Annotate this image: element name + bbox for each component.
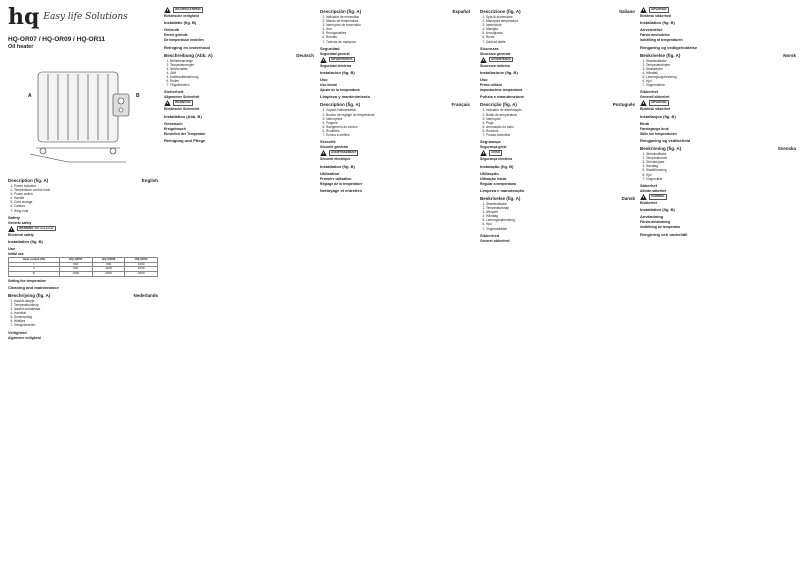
table-cell: 900	[59, 267, 92, 272]
heading: Rengöring och underhåll	[640, 231, 688, 237]
table-header: HQ-OR07	[59, 258, 92, 263]
warning-block	[640, 100, 796, 106]
column-2	[164, 6, 314, 561]
heading: Elektrische Sicherheit	[164, 107, 200, 112]
language-label-de: Deutsch	[296, 52, 314, 58]
list-item: 2. Temperaturknap	[486, 206, 635, 210]
heading: Segurança	[480, 139, 501, 145]
heading: Limpeza e manutenção	[480, 187, 525, 193]
heading: Sikkerhet	[640, 89, 659, 95]
part-title-en: Description (fig. A)	[8, 178, 49, 183]
list-item: 6. Rollen	[170, 79, 314, 83]
warning-label: ADVERTENCIA	[331, 56, 353, 61]
heading: Pulizia e manutenzione	[480, 94, 525, 100]
column-5	[640, 6, 796, 561]
heading: Førstegangs bruk	[640, 126, 669, 131]
part-title-no: Beskrivelse (fig. A)	[640, 52, 681, 58]
list-item: 7. Vleugelmoeren	[14, 323, 158, 327]
list-item: 2. Manopola temperatura	[486, 19, 635, 23]
warning-label: WARNING: Do not cover	[19, 225, 54, 230]
list-item: 1. Spia di accensione	[486, 15, 635, 19]
list-item: 5. Rangement du cordon	[326, 125, 470, 129]
table-cell: 1200	[92, 267, 125, 272]
language-label-sv: Svenska	[777, 146, 796, 152]
heading: Electrical safety	[8, 232, 34, 237]
language-label-da: Dansk	[621, 195, 635, 201]
part-title-de: Beschreibung (Abb. A)	[164, 52, 213, 58]
warning-block	[8, 226, 158, 232]
list-item: 5. Arrumação do cabo	[486, 125, 635, 129]
list-item: 5. Cord storage	[14, 200, 158, 204]
warning-label: AVERTISSEMENT	[331, 150, 357, 155]
list-item: 2. Temperaturregler	[170, 63, 314, 67]
figure-label-b: B	[136, 93, 140, 99]
warning-label: WAARSCHUWING	[175, 7, 201, 11]
list-item: 2. Temperaturratt	[646, 156, 796, 160]
table-cell: II	[9, 267, 60, 272]
list-item: 2. Bouton de réglage de température	[326, 113, 470, 117]
oil-heater-illustration	[8, 54, 158, 174]
list-item: 7. Flügelmuttern	[170, 83, 314, 87]
list-item: 4. Håndtak	[646, 71, 796, 75]
list-item: 6. Wieltjes	[14, 319, 158, 323]
heading: Limpieza y mantenimiento	[320, 94, 371, 100]
list-item: 3. Afbryder	[486, 210, 635, 214]
list-item: 5. Ledningsoppbevaring	[646, 75, 796, 79]
list-item: 4. Maniglia	[486, 27, 635, 31]
list-item: 3. Interruptor	[486, 117, 635, 121]
list-item: 7. Vingemøtrikker	[486, 227, 635, 231]
heading: Sicherheit	[164, 89, 184, 95]
list-item: 3. Strömbrytare	[646, 160, 796, 164]
heading: Inställning av temperatur	[640, 225, 681, 230]
language-label-pt: Português	[612, 102, 635, 108]
table-header: HQ-OR09	[92, 258, 125, 263]
language-label-fr: Français	[451, 102, 470, 108]
heading: Gebruik	[164, 27, 180, 33]
list-item: 1. Power indicator	[14, 184, 158, 188]
heat-output-table	[8, 257, 158, 276]
heading: Indstilling af temperaturen	[640, 38, 683, 43]
heading: Utilização	[480, 170, 499, 176]
language-label-no: Norsk	[783, 52, 796, 58]
heading: Cleaning and maintenance	[8, 284, 59, 290]
list-item: 1. Indicador de alimentação	[486, 108, 635, 112]
column-3	[320, 6, 470, 561]
warning-block	[640, 194, 796, 200]
table-cell: 800	[92, 262, 125, 267]
list-item: 7. Écrous à oreilles	[326, 133, 470, 137]
heading: Sikkerhed	[480, 232, 500, 238]
heading: Première utilisation	[320, 176, 352, 181]
heading: Reinigung und Pflege	[164, 138, 206, 144]
list-item: 1. Voyant d'alimentation	[326, 108, 470, 112]
list-item: 7. Tuercas de mariposa	[326, 40, 470, 44]
table-cell: I	[9, 262, 60, 267]
list-item: 2. Temperatuurknop	[14, 303, 158, 307]
heading: Sécurité	[320, 139, 336, 145]
list-item: 3. Aan/uit-schakelaar	[14, 307, 158, 311]
list-item: 5. Kabelaufbewahrung	[170, 75, 314, 79]
heading: Einstellen der Temperatur	[164, 131, 206, 136]
heading: Säkerhet	[640, 182, 657, 188]
table-row	[9, 272, 158, 277]
table-cell: 1500	[59, 272, 92, 277]
table-cell: III	[9, 272, 60, 277]
list-item: 4. Griff	[170, 71, 314, 75]
list-item: 6. Roulettes	[326, 129, 470, 133]
parts-list-da	[480, 202, 635, 231]
parts-list-pt	[480, 108, 635, 137]
language-label-en: English	[141, 178, 158, 183]
heading: Gebrauch	[164, 120, 183, 126]
heading: Installation (fig. B)	[640, 207, 675, 213]
parts-list-de	[164, 59, 314, 88]
heading: Réglage de la température	[320, 181, 363, 186]
heading: Uso	[320, 77, 328, 83]
list-item: 3. Interruptor de encendido	[326, 23, 470, 27]
heading: Användning	[640, 214, 664, 220]
table-cell: 1500	[125, 267, 158, 272]
warning-icon	[480, 150, 487, 156]
heading: Installation (fig. B)	[8, 239, 43, 245]
list-item: 7. Vingmuttrar	[646, 177, 796, 181]
warning-icon	[640, 100, 647, 106]
heading: Sicurezza elettrica	[480, 63, 510, 68]
heading: Eerste gebruik	[164, 33, 188, 38]
warning-label: VARNING	[651, 193, 665, 198]
table-cell: 600	[59, 262, 92, 267]
part-title-pt: Descrição (fig. A)	[480, 102, 517, 108]
list-item: 3. Power switch	[14, 192, 158, 196]
table-cell: 2000	[92, 272, 125, 277]
list-item: 2. Botão de temperatura	[486, 113, 635, 117]
list-item: 5. Avvolgicavo	[486, 31, 635, 35]
heading: Instalação (fig. B)	[480, 163, 514, 169]
heading: Algemene veiligheid	[8, 335, 41, 340]
heading: Instalación (fig. B)	[320, 70, 355, 76]
list-item: 4. Pega	[486, 121, 635, 125]
model-numbers: HQ-OR07 / HQ-OR09 / HQ-OR11	[8, 36, 106, 43]
heading: Elektrisk sikkerhet	[640, 107, 670, 112]
warning-icon	[640, 7, 647, 13]
heading: Nettoyage et entretien	[320, 187, 363, 193]
warning-block	[480, 150, 635, 156]
heading: Uso	[480, 77, 488, 83]
heading: Elsäkerhet	[640, 200, 658, 205]
list-item: 6. Hjul	[646, 79, 796, 83]
parts-list-en	[8, 184, 158, 213]
parts-list-fr	[320, 108, 470, 137]
heading: General safety	[8, 220, 32, 225]
list-item: 3. Interruttore	[486, 23, 635, 27]
heading: Rengøring og vedligeholdelse	[640, 44, 698, 50]
parts-list-nl	[8, 299, 158, 328]
heading: Generel sikkerhed	[480, 238, 510, 243]
parts-list-es	[320, 15, 470, 44]
warning-label: ADVARSEL	[651, 7, 668, 11]
list-item: 1. Aan/uit-lampje	[14, 299, 158, 303]
heading: Stille inn temperaturen	[640, 131, 677, 136]
heading: Sécurité générale	[320, 145, 349, 150]
heading: Seguridad general	[320, 51, 350, 56]
heading: Allmän säkerhet	[640, 188, 667, 193]
part-title-es: Descripción (fig. A)	[320, 9, 362, 14]
warning-label: AVVERTENZA	[491, 56, 512, 61]
heading: Sécurité électrique	[320, 157, 351, 162]
warning-block	[320, 57, 470, 63]
list-item: 4. Handvat	[14, 311, 158, 315]
language-label-es: Español	[452, 9, 470, 14]
heading: Allgemeine Sicherheit	[164, 95, 200, 100]
brand-logo	[8, 6, 158, 28]
part-title-sv: Beskrivning (fig. A)	[640, 146, 682, 152]
part-title-da: Beskrivelse (fig. A)	[480, 195, 521, 201]
table-header: HQ-OR11	[125, 258, 158, 263]
list-item: 2. Temperaturbryter	[646, 63, 796, 67]
heading: Installation (fig. B)	[640, 20, 675, 26]
list-item: 6. Hjul	[486, 222, 635, 226]
list-item: 6. Castors	[14, 204, 158, 208]
heading: Utilisation	[320, 170, 340, 176]
warning-icon	[320, 150, 327, 156]
heading: Bruk	[640, 120, 650, 126]
heading: Setting the temperature	[8, 278, 47, 283]
warning-block	[164, 7, 314, 13]
product-name: Oil heater	[8, 44, 34, 50]
list-item: 1. Strømindikator	[646, 59, 796, 63]
column-4	[480, 6, 635, 561]
brand-mark: hq	[8, 6, 40, 30]
warning-label: ADVARSEL	[651, 100, 668, 105]
list-item: 1. Betriebsanzeige	[170, 59, 314, 63]
heading: Anvendelse	[640, 27, 663, 33]
warning-block	[164, 100, 314, 106]
warning-label: WARNUNG	[175, 100, 191, 105]
heading: Erstgebrauch	[164, 126, 186, 131]
warning-icon	[164, 100, 171, 106]
list-item: 1. Indicador de encendido	[326, 15, 470, 19]
heading: Regular a temperatura	[480, 181, 516, 186]
brand-tagline: Easy life Solutions	[43, 11, 128, 22]
list-item: 2. Temperature control knob	[14, 188, 158, 192]
warning-block	[640, 7, 796, 13]
part-title-nl: Beschrijving (fig. A)	[8, 292, 51, 298]
heading: Första användning	[640, 220, 671, 225]
list-item: 4. Handle	[14, 196, 158, 200]
warning-icon	[8, 226, 15, 232]
list-item: 4. Handtag	[646, 164, 796, 168]
list-item: 6. Ruedas	[326, 35, 470, 39]
figure-label-a: A	[28, 93, 32, 99]
list-item: 7. Wing nuts	[14, 209, 158, 213]
warning-icon	[320, 57, 327, 63]
heading: Sicurezza	[480, 45, 499, 51]
heading: Use	[8, 246, 16, 252]
heading: Elektrische veiligheid	[164, 14, 199, 18]
heading: Impostazione temperatura	[480, 88, 523, 93]
heading: Segurança geral	[480, 145, 507, 150]
heading: Rengjøring og vedlikehold	[640, 138, 691, 144]
warning-icon	[640, 194, 647, 200]
warning-block	[320, 150, 470, 156]
heading: Første anvendelse	[640, 33, 670, 38]
heading: Elektrisk sikkerhed	[640, 14, 671, 18]
heading: Installatie (fig. B)	[164, 20, 197, 26]
heading: Initial use	[8, 252, 24, 257]
table-cell: 1000	[125, 262, 158, 267]
list-item: 7. Vingemuttere	[646, 83, 796, 87]
heading: Primo utilizzo	[480, 83, 503, 88]
parts-list-no	[640, 59, 796, 88]
table-header: Heat output (W)	[9, 258, 60, 263]
list-item: 5. Ledningsopbevaring	[486, 218, 635, 222]
heading: Utilização inicial	[480, 176, 507, 181]
list-item: 7. Porcas borboleta	[486, 133, 635, 137]
heading: Uso inicial	[320, 83, 337, 88]
product-illustration	[8, 54, 158, 174]
language-label-it: Italiano	[619, 9, 635, 14]
warning-icon	[164, 7, 171, 13]
list-item: 1. Strømindikator	[486, 202, 635, 206]
list-item: 3. Netzschalter	[170, 67, 314, 71]
part-title-fr: Description (fig. A)	[320, 102, 361, 108]
heading: Sicurezza generale	[480, 51, 511, 56]
heading: Installazione (fig. B)	[480, 70, 518, 76]
warning-label: AVISO	[491, 150, 501, 155]
heading: Veiligheid	[8, 329, 27, 335]
parts-list-it	[480, 15, 635, 44]
heading: Installation (Abb. B)	[164, 113, 202, 119]
column-1	[8, 6, 158, 561]
warning-block	[480, 57, 635, 63]
warning-icon	[480, 57, 487, 63]
table-cell: 2500	[125, 272, 158, 277]
list-item: 1. Strömindikator	[646, 152, 796, 156]
parts-list-sv	[640, 152, 796, 181]
list-item: 4. Asa	[326, 27, 470, 31]
heading: Generell sikkerhet	[640, 95, 670, 100]
list-item: 6. Hjul	[646, 173, 796, 177]
list-item: 6. Ruote	[486, 35, 635, 39]
list-item: 4. Poignée	[326, 121, 470, 125]
list-item: 5. Recogecables	[326, 31, 470, 35]
language-label-nl: Nederlands	[133, 292, 158, 298]
heading: Seguridad	[320, 45, 340, 51]
list-item: 3. Interrupteur	[326, 117, 470, 121]
list-item: 6. Rodízios	[486, 129, 635, 133]
heading: Installation (fig. B)	[320, 163, 355, 169]
heading: Seguridad eléctrica	[320, 63, 352, 68]
list-item: 5. Sladdförvaring	[646, 168, 796, 172]
heading: Reiniging en onderhoud	[164, 44, 210, 50]
heading: Installasjon (fig. B)	[640, 113, 676, 119]
heading: Safety	[8, 214, 21, 220]
heading: Ajuste de la temperatura	[320, 88, 360, 93]
list-item: 5. Snoeropslag	[14, 315, 158, 319]
list-item: 3. Strømbryter	[646, 67, 796, 71]
heading: Segurança eléctrica	[480, 157, 513, 162]
heading: De temperatuur instellen	[164, 38, 204, 43]
list-item: 2. Mando de temperatura	[326, 19, 470, 23]
list-item: 7. Dadi ad alette	[486, 40, 635, 44]
part-title-it: Descrizione (fig. A)	[480, 9, 521, 14]
list-item: 4. Håndtag	[486, 214, 635, 218]
